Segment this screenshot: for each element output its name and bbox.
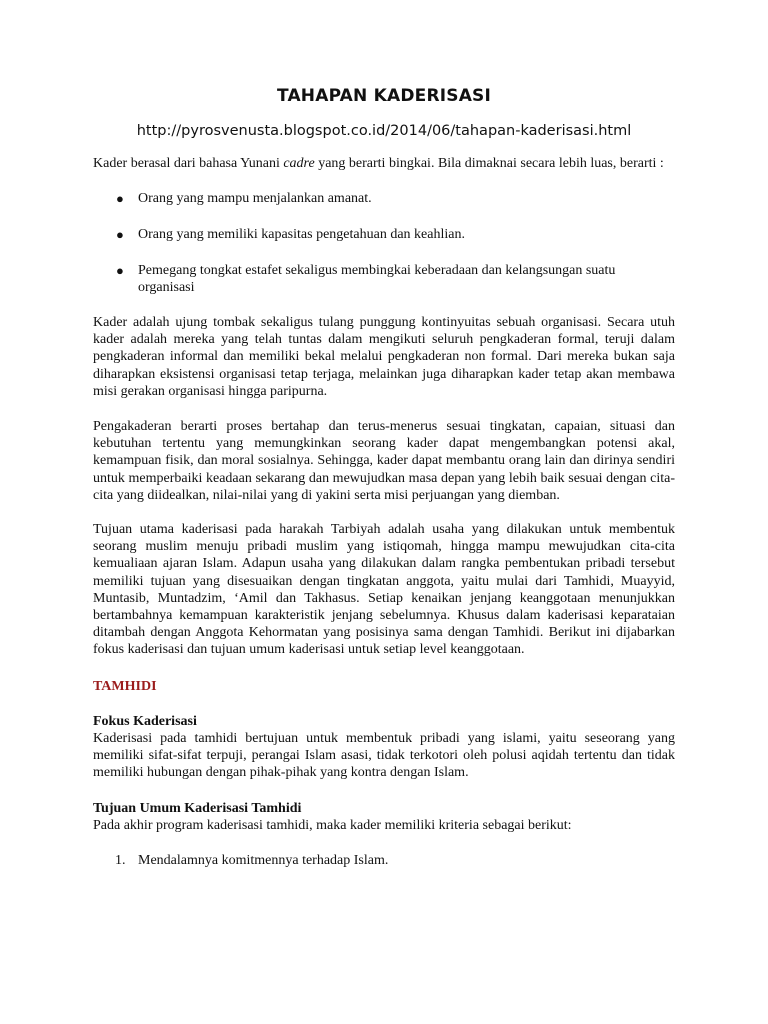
focus-paragraph: Kaderisasi pada tamhidi bertujuan untuk membentuk pribadi yang islami, yaitu seseorang yang memiliki sifat-sifat terpuji, perangai Islam asasi, tidak terkotori oleh polusi aqidah tertentu dan tidak memiliki hubungan dengan pihak-pihak yang kontra dengan Islam. (93, 731, 675, 781)
bullet-item (93, 262, 675, 296)
body-paragraph: Kader adalah ujung tombak sekaligus tulang punggung kontinyuitas sebuah organisasi. Secara utuh kader adalah mereka yang telah tuntas dalam mengikuti seluruh pengkaderan formal, teruji dalam pengkaderan informal dan memiliki bekal melalui pengkaderan non formal. Dari mereka bukan saja diharapkan eksistensi organisasi tetap terjaga, melainkan juga diharapkan kader tetap akan membawa misi gerakan organisasi hingga paripurna. (93, 315, 675, 399)
document-page (93, 84, 675, 869)
bullet-dot-icon: ● (116, 191, 124, 207)
bullet-dot-icon: ● (116, 227, 124, 243)
source-url: http://pyrosvenusta.blogspot.co.id/2014/06/tahapan-kaderisasi.html (136, 123, 632, 139)
goal-paragraph: Pada akhir program kaderisasi tamhidi, maka kader memiliki kriteria sebagai berikut: (93, 817, 572, 833)
intro-text-start: Kader berasal dari bahasa Yunani (93, 156, 284, 171)
document-title: TAHAPAN KADERISASI (276, 86, 492, 106)
bullet-item (93, 190, 675, 207)
bullet-text: Orang yang memiliki kapasitas pengetahuan dan keahlian. (138, 227, 465, 243)
intro-text-end: yang berarti bingkai. Bila dimaknai secara lebih luas, berarti : (314, 156, 664, 171)
criteria-number: 1. (115, 853, 126, 869)
intro-paragraph (93, 155, 675, 172)
bullet-text: Pemegang tongkat estafet sekaligus membingkai keberadaan dan kelangsungan suatu organisasi (138, 262, 616, 295)
bullet-text: Orang yang mampu menjalankan amanat. (138, 191, 372, 207)
definition-bullet-list (93, 190, 675, 296)
section-heading: TAMHIDI (93, 678, 157, 694)
criteria-list (93, 852, 675, 869)
body-paragraph: Pengakaderan berarti proses bertahap dan terus-menerus sesuai tingkatan, capaian, situasi dan kebutuhan tertentu yang memungkinkan seorang kader dapat mengembangkan potensi akal, kemampuan fisik, dan moral sosialnya. Sehingga, kader dapat membantu orang lain dan dirinya sendiri untuk memperbaiki keadaan sekarang dan mewujudkan masa depan yang lebih baik sesuai dengan cita-cita yang diidealkan, nilai-nilai yang di yakini serta misi perjuangan yang diemban. (93, 419, 675, 503)
focus-heading: Fokus Kaderisasi (93, 713, 197, 729)
criteria-text: Mendalamnya komitmennya terhadap Islam. (138, 853, 389, 869)
criteria-item (93, 852, 675, 869)
bullet-item (93, 226, 675, 243)
intro-italic-term: cadre (283, 156, 315, 171)
bullet-dot-icon: ● (116, 262, 124, 278)
goal-heading: Tujuan Umum Kaderisasi Tamhidi (93, 800, 302, 816)
body-paragraph: Tujuan utama kaderisasi pada harakah Tarbiyah adalah usaha yang dilakukan untuk membentuk seorang muslim menuju pribadi muslim yang istiqomah, hingga mampu mewujudkan cita-cita kemualiaan ajaran Islam. Adapun usaha yang dilakukan dalam rangka pembentukan pribadi tersebut memiliki tujuan yang disesuaikan dengan tingkatan anggota, yaitu mulai dari Tamhidi, Muayyid, Muntasib, Muntadzim, ‘Amil dan Takhasus. Setiap kenaikan jenjang keanggotaan menunjukkan bertambahnya kemampuan karakteristik jenjang sebelumnya. Khusus dalam kaderisasi keparataian ditambah dengan Anggota Kehormatan yang posisinya sama dengan Tamhidi. Berikut ini dijabarkan fokus kaderisasi dan tujuan umum kaderisasi untuk setiap level keanggotaan. (93, 522, 675, 658)
